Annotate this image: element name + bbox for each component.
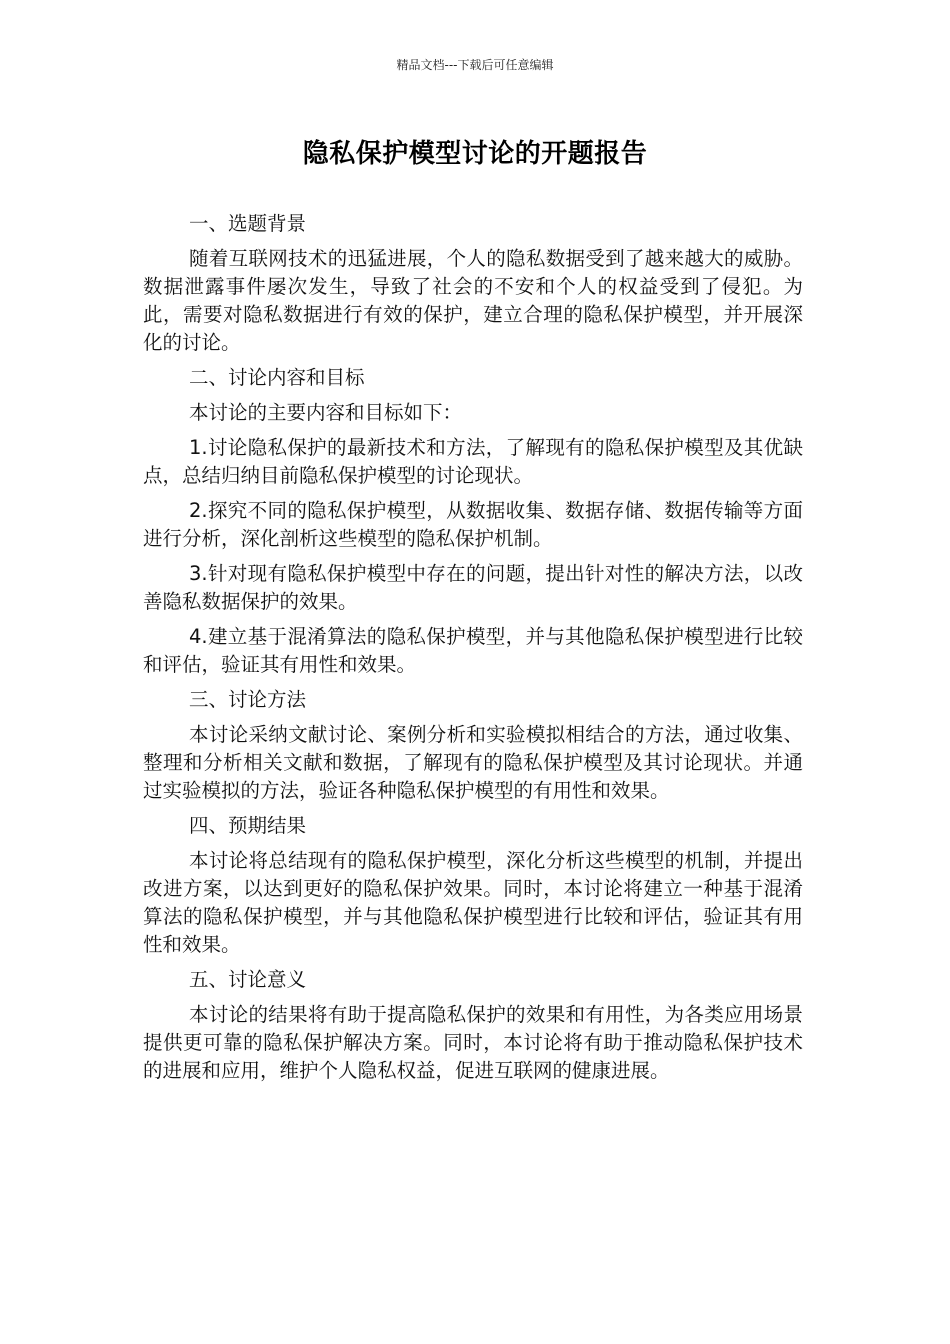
list-item: 1.讨论隐私保护的最新技术和方法，了解现有的隐私保护模型及其优缺点，总结归纳目前隐私保护模型的讨论现状。	[143, 436, 803, 487]
paragraph: 本讨论采纳文献讨论、案例分析和实验模拟相结合的方法，通过收集、整理和分析相关文献和数据，了解现有的隐私保护模型及其讨论现状。并通过实验模拟的方法，验证各种隐私保护模型的有用性和效果。	[143, 723, 803, 802]
list-item: 4.建立基于混淆算法的隐私保护模型，并与其他隐私保护模型进行比较和评估，验证其有用性和效果。	[143, 625, 803, 676]
section-heading: 四、预期结果	[189, 814, 307, 837]
paragraph: 本讨论将总结现有的隐私保护模型，深化分析这些模型的机制，并提出改进方案，以达到更好的隐私保护效果。同时，本讨论将建立一种基于混淆算法的隐私保护模型，并与其他隐私保护模型进行比较和评估，验证其有用性和效果。	[143, 849, 803, 956]
paragraph: 本讨论的主要内容和目标如下：	[189, 401, 463, 424]
section-heading: 二、讨论内容和目标	[189, 366, 365, 389]
document-body	[143, 210, 803, 1092]
section-expected-results	[143, 812, 803, 959]
list-item: 3.针对现有隐私保护模型中存在的问题，提出针对性的解决方法，以改善隐私数据保护的效果。	[143, 562, 803, 613]
page-header-note: 精品文档---下载后可任意编辑	[396, 58, 554, 72]
paragraph: 随着互联网技术的迅猛进展，个人的隐私数据受到了越来越大的威胁。数据泄露事件屡次发生，导致了社会的不安和个人的权益受到了侵犯。为此，需要对隐私数据进行有效的保护，建立合理的隐私保护模型，并开展深化的讨论。	[143, 247, 803, 354]
section-heading: 五、讨论意义	[189, 968, 307, 991]
section-heading: 三、讨论方法	[189, 688, 307, 711]
list-item: 2.探究不同的隐私保护模型，从数据收集、数据存储、数据传输等方面进行分析，深化剖析这些模型的隐私保护机制。	[143, 499, 803, 550]
document-title: 隐私保护模型讨论的开题报告	[302, 139, 648, 169]
paragraph: 本讨论的结果将有助于提高隐私保护的效果和有用性，为各类应用场景提供更可靠的隐私保护解决方案。同时，本讨论将有助于推动隐私保护技术的进展和应用，维护个人隐私权益，促进互联网的健康进展。	[143, 1003, 803, 1082]
section-significance	[143, 966, 803, 1085]
section-background	[143, 210, 803, 357]
section-methods	[143, 686, 803, 805]
section-content-goals	[143, 364, 803, 679]
section-heading: 一、选题背景	[189, 212, 307, 235]
